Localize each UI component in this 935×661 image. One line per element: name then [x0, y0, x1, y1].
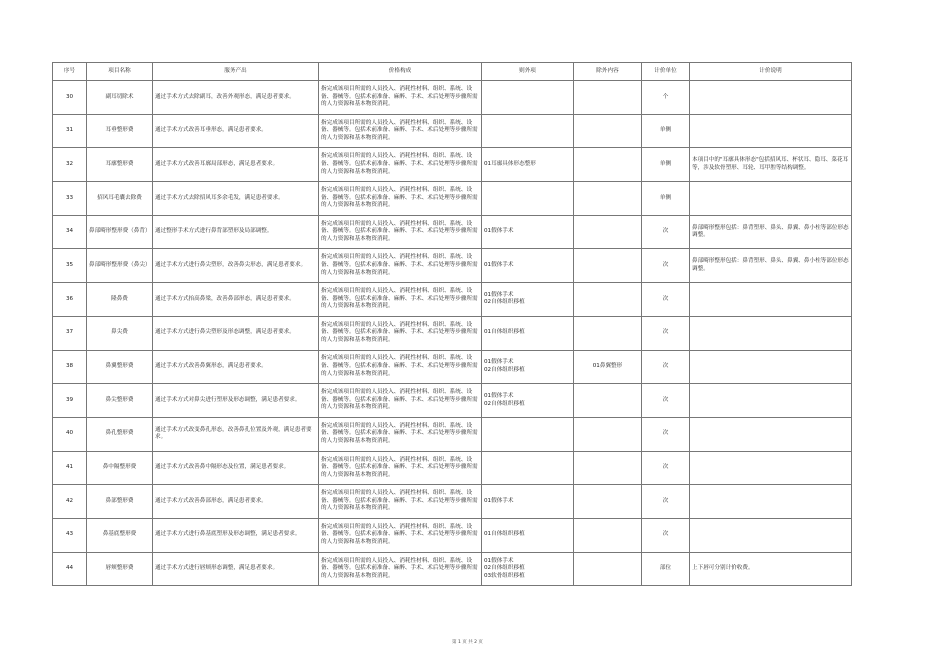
row-output: 通过手术方式进行鼻尖塑形，改善鼻尖形态，满足患者要求。	[153, 249, 319, 283]
row-exclude2	[574, 81, 642, 115]
row-output: 通过手术方式改善鼻部形态，满足患者要求。	[153, 485, 319, 519]
row-note	[690, 182, 852, 216]
row-composition: 指完成该项目所需的人员投入、消耗性材料、组织、系统、设备、器械等。包括术前准备、麻醉、手术、术后处理等步骤所需的人力资源和基本物资消耗。	[319, 249, 482, 283]
row-exclude2	[574, 518, 642, 552]
row-exclude: 01假体手术 02自体组织移植	[482, 350, 574, 384]
row-exclude: 01自体组织移植	[482, 518, 574, 552]
row-output: 通过手术方式进行鼻尖塑形及形态调整，满足患者要求。	[153, 316, 319, 350]
row-output: 通过手术方式改善鼻中隔形态及位置，满足患者要求。	[153, 451, 319, 485]
row-composition: 指完成该项目所需的人员投入、消耗性材料、组织、系统、设备、器械等。包括术前准备、麻醉、手术、术后处理等步骤所需的人力资源和基本物资消耗。	[319, 114, 482, 148]
row-number: 32	[53, 148, 87, 182]
row-name: 鼻尖整形费	[87, 384, 153, 418]
row-unit: 次	[642, 350, 690, 384]
row-output: 通过手术方式去除副耳，改善外观形态，满足患者要求。	[153, 81, 319, 115]
table-row	[53, 350, 852, 384]
row-output: 通过手术方式去除招风耳多余毛发，满足患者要求。	[153, 182, 319, 216]
row-name: 招风耳毛囊去除费	[87, 182, 153, 216]
row-exclude2	[574, 485, 642, 519]
row-unit: 次	[642, 384, 690, 418]
row-number: 41	[53, 451, 87, 485]
header-exclude2: 除外内容	[574, 63, 642, 81]
row-composition: 指完成该项目所需的人员投入、消耗性材料、组织、系统、设备、器械等。包括术前准备、麻醉、手术、术后处理等步骤所需的人力资源和基本物资消耗。	[319, 215, 482, 249]
row-exclude2	[574, 114, 642, 148]
row-unit: 单侧	[642, 114, 690, 148]
table-row	[53, 518, 852, 552]
row-name: 鼻部畸形整形费（鼻尖）	[87, 249, 153, 283]
row-note: 本项目中的"耳廓具体形态"包括招风耳、杯状耳、隐耳、菜花耳等，涉及软骨塑形、耳轮、耳甲腔等结构调整。	[690, 148, 852, 182]
header-output: 服务产出	[153, 63, 319, 81]
row-number: 39	[53, 384, 87, 418]
row-name: 鼻尖费	[87, 316, 153, 350]
row-name: 鼻翼整形费	[87, 350, 153, 384]
table-row	[53, 81, 852, 115]
row-note	[690, 451, 852, 485]
row-exclude: 01假体手术 02自体组织移植 03软骨组织移植	[482, 552, 574, 586]
row-exclude: 01假体手术	[482, 215, 574, 249]
row-exclude2	[574, 417, 642, 451]
row-exclude2	[574, 182, 642, 216]
row-exclude2: 01鼻翼整形	[574, 350, 642, 384]
row-output: 通过手术方式进行唇颊形态调整，满足患者要求。	[153, 552, 319, 586]
row-output: 通过整形手术方式进行鼻背部塑形及局部调整。	[153, 215, 319, 249]
row-exclude2	[574, 316, 642, 350]
row-name: 耳垂整形费	[87, 114, 153, 148]
row-composition: 指完成该项目所需的人员投入、消耗性材料、组织、系统、设备、器械等。包括术前准备、麻醉、手术、术后处理等步骤所需的人力资源和基本物资消耗。	[319, 283, 482, 317]
row-composition: 指完成该项目所需的人员投入、消耗性材料、组织、系统、设备、器械等。包括术前准备、麻醉、手术、术后处理等步骤所需的人力资源和基本物资消耗。	[319, 316, 482, 350]
table-row	[53, 215, 852, 249]
row-number: 38	[53, 350, 87, 384]
row-unit: 次	[642, 518, 690, 552]
row-unit: 个	[642, 81, 690, 115]
row-number: 30	[53, 81, 87, 115]
header-name: 项目名称	[87, 63, 153, 81]
row-number: 37	[53, 316, 87, 350]
row-exclude2	[574, 148, 642, 182]
table-header-row	[53, 63, 852, 81]
row-number: 34	[53, 215, 87, 249]
row-name: 鼻部畸形整形费（鼻背）	[87, 215, 153, 249]
row-note: 上下唇可分别计价收费。	[690, 552, 852, 586]
row-output: 通过手术方式改变鼻孔形态，改善鼻孔位置及外观，满足患者要求。	[153, 417, 319, 451]
row-name: 耳廓整形费	[87, 148, 153, 182]
row-composition: 指完成该项目所需的人员投入、消耗性材料、组织、系统、设备、器械等。包括术前准备、麻醉、手术、术后处理等步骤所需的人力资源和基本物资消耗。	[319, 417, 482, 451]
row-unit: 次	[642, 316, 690, 350]
row-name: 隆鼻费	[87, 283, 153, 317]
row-exclude2	[574, 215, 642, 249]
header-note: 计价说明	[690, 63, 852, 81]
table-row	[53, 417, 852, 451]
row-composition: 指完成该项目所需的人员投入、消耗性材料、组织、系统、设备、器械等。包括术前准备、麻醉、手术、术后处理等步骤所需的人力资源和基本物资消耗。	[319, 148, 482, 182]
row-number: 43	[53, 518, 87, 552]
table-row	[53, 316, 852, 350]
row-unit: 次	[642, 249, 690, 283]
table-row	[53, 114, 852, 148]
row-name: 鼻孔整形费	[87, 417, 153, 451]
table-row	[53, 451, 852, 485]
row-output: 通过手术方式抬高鼻梁，改善鼻部形态，满足患者要求。	[153, 283, 319, 317]
row-unit: 次	[642, 215, 690, 249]
row-note: 鼻部畸形整形包括：鼻背塑形、鼻头、鼻翼、鼻小柱等部位形态调整。	[690, 215, 852, 249]
row-output: 通过手术方式改善耳廓局部形态，满足患者要求。	[153, 148, 319, 182]
row-composition: 指完成该项目所需的人员投入、消耗性材料、组织、系统、设备、器械等。包括术前准备、麻醉、手术、术后处理等步骤所需的人力资源和基本物资消耗。	[319, 552, 482, 586]
row-exclude	[482, 451, 574, 485]
row-note	[690, 316, 852, 350]
row-unit: 次	[642, 417, 690, 451]
row-composition: 指完成该项目所需的人员投入、消耗性材料、组织、系统、设备、器械等。包括术前准备、麻醉、手术、术后处理等步骤所需的人力资源和基本物资消耗。	[319, 485, 482, 519]
row-composition: 指完成该项目所需的人员投入、消耗性材料、组织、系统、设备、器械等。包括术前准备、麻醉、手术、术后处理等步骤所需的人力资源和基本物资消耗。	[319, 350, 482, 384]
row-name: 唇颊整形费	[87, 552, 153, 586]
row-note	[690, 81, 852, 115]
row-exclude: 01假体手术 02自体组织移植	[482, 283, 574, 317]
row-exclude2	[574, 283, 642, 317]
row-number: 40	[53, 417, 87, 451]
row-note	[690, 384, 852, 418]
row-name: 鼻基底整形费	[87, 518, 153, 552]
row-exclude2	[574, 451, 642, 485]
row-note: 鼻部畸形整形包括：鼻背塑形、鼻头、鼻翼、鼻小柱等部位形态调整。	[690, 249, 852, 283]
header-no: 序号	[53, 63, 87, 81]
row-unit: 次	[642, 451, 690, 485]
row-exclude2	[574, 552, 642, 586]
pricing-table	[52, 62, 852, 586]
row-composition: 指完成该项目所需的人员投入、消耗性材料、组织、系统、设备、器械等。包括术前准备、麻醉、手术、术后处理等步骤所需的人力资源和基本物资消耗。	[319, 451, 482, 485]
header-unit: 计价单位	[642, 63, 690, 81]
row-note	[690, 485, 852, 519]
row-name: 副耳切除术	[87, 81, 153, 115]
table-row	[53, 249, 852, 283]
header-composition: 价格构成	[319, 63, 482, 81]
table-row	[53, 182, 852, 216]
row-name: 鼻中隔整形费	[87, 451, 153, 485]
row-output: 通过手术方式改善耳垂形态，满足患者要求。	[153, 114, 319, 148]
row-unit: 次	[642, 485, 690, 519]
row-exclude: 01假体手术 02自体组织移植	[482, 384, 574, 418]
row-unit: 单侧	[642, 182, 690, 216]
row-unit: 部位	[642, 552, 690, 586]
row-composition: 指完成该项目所需的人员投入、消耗性材料、组织、系统、设备、器械等。包括术前准备、麻醉、手术、术后处理等步骤所需的人力资源和基本物资消耗。	[319, 518, 482, 552]
row-output: 通过手术方式对鼻尖进行塑形及形态调整，满足患者要求。	[153, 384, 319, 418]
row-composition: 指完成该项目所需的人员投入、消耗性材料、组织、系统、设备、器械等。包括术前准备、麻醉、手术、术后处理等步骤所需的人力资源和基本物资消耗。	[319, 384, 482, 418]
row-name: 鼻部整形费	[87, 485, 153, 519]
document-page	[52, 62, 851, 589]
row-note	[690, 283, 852, 317]
row-exclude: 01假体手术	[482, 249, 574, 283]
row-number: 36	[53, 283, 87, 317]
row-note	[690, 350, 852, 384]
table-row	[53, 283, 852, 317]
row-note	[690, 114, 852, 148]
row-unit: 单侧	[642, 148, 690, 182]
page-number: 第 1 页 共 2 页	[452, 640, 483, 645]
row-output: 通过手术方式进行鼻基底塑形及形态调整，满足患者要求。	[153, 518, 319, 552]
row-exclude	[482, 81, 574, 115]
row-note	[690, 518, 852, 552]
header-exclude: 则外项	[482, 63, 574, 81]
row-exclude: 01耳廓具体形态整形	[482, 148, 574, 182]
row-note	[690, 417, 852, 451]
row-exclude	[482, 182, 574, 216]
row-unit: 次	[642, 283, 690, 317]
table-row	[53, 552, 852, 586]
row-number: 35	[53, 249, 87, 283]
row-exclude2	[574, 384, 642, 418]
row-exclude: 01假体手术	[482, 485, 574, 519]
row-composition: 指完成该项目所需的人员投入、消耗性材料、组织、系统、设备、器械等。包括术前准备、麻醉、手术、术后处理等步骤所需的人力资源和基本物资消耗。	[319, 182, 482, 216]
row-exclude: 01自体组织移植	[482, 316, 574, 350]
table-row	[53, 384, 852, 418]
row-number: 31	[53, 114, 87, 148]
table-row	[53, 148, 852, 182]
table-row	[53, 485, 852, 519]
row-composition: 指完成该项目所需的人员投入、消耗性材料、组织、系统、设备、器械等。包括术前准备、麻醉、手术、术后处理等步骤所需的人力资源和基本物资消耗。	[319, 81, 482, 115]
row-output: 通过手术方式改善鼻翼形态，满足患者要求。	[153, 350, 319, 384]
row-exclude2	[574, 249, 642, 283]
row-number: 42	[53, 485, 87, 519]
row-number: 33	[53, 182, 87, 216]
row-exclude	[482, 114, 574, 148]
row-exclude	[482, 417, 574, 451]
row-number: 44	[53, 552, 87, 586]
